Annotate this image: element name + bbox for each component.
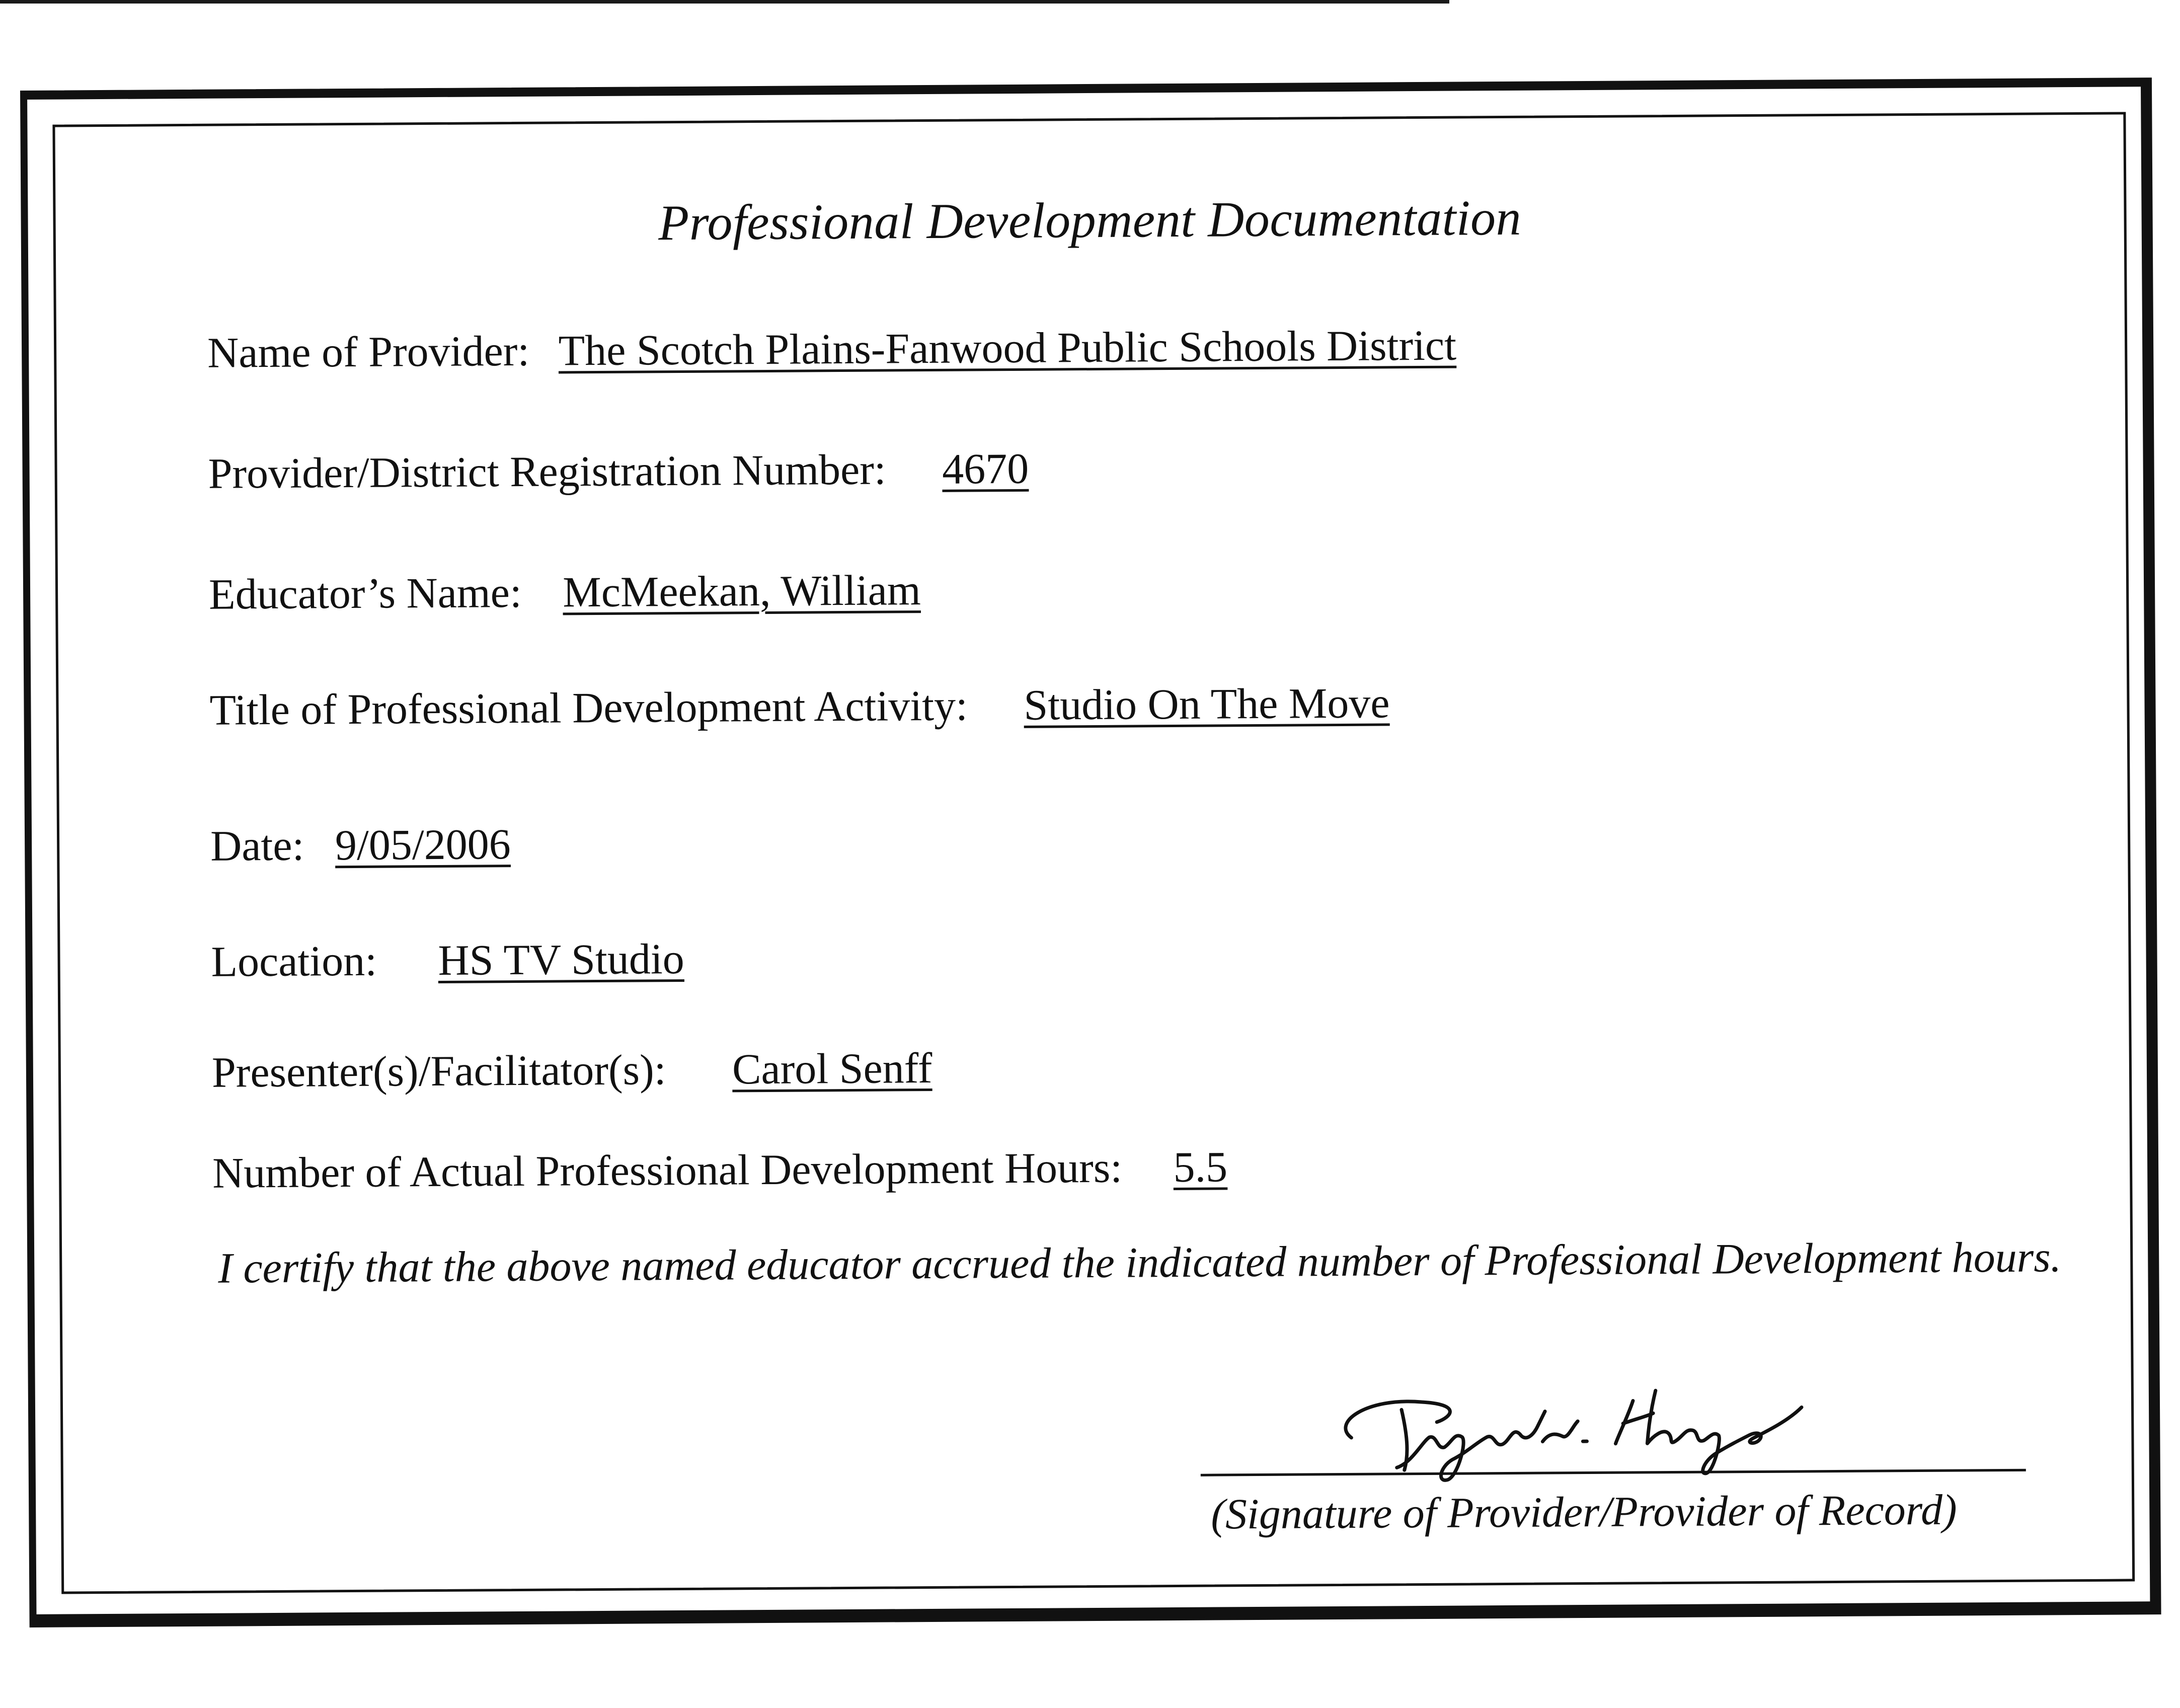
- document-border-outer: [20, 77, 2161, 1627]
- educator-value: McMeekan, William: [563, 566, 921, 616]
- certification-statement: I certify that the above named educator accrued the indicated number of Professional Development hours.: [218, 1232, 2062, 1292]
- provider-value: The Scotch Plains-Fanwood Public Schools District: [558, 321, 1457, 375]
- activity-label: Title of Professional Development Activity:: [209, 681, 968, 734]
- presenter-label: Presenter(s)/Facilitator(s):: [211, 1045, 666, 1097]
- provider-field: [207, 320, 1456, 378]
- educator-label: Educator’s Name:: [208, 568, 522, 618]
- activity-value: Studio On The Move: [1024, 678, 1390, 729]
- date-field: [210, 819, 511, 871]
- location-label: Location:: [211, 936, 377, 986]
- educator-field: [209, 565, 921, 619]
- activity-field: [209, 677, 1390, 735]
- signature-caption: (Signature of Provider/Provider of Record): [1211, 1485, 1957, 1538]
- hours-field: [212, 1141, 1228, 1198]
- date-value: 9/05/2006: [335, 820, 511, 870]
- presenter-field: [212, 1043, 932, 1098]
- provider-label: Name of Provider:: [207, 326, 530, 377]
- location-value: HS TV Studio: [438, 934, 685, 984]
- hours-label: Number of Actual Professional Development Hours:: [212, 1143, 1123, 1197]
- scan-edge-line: [0, 0, 1449, 4]
- registration-label: Provider/District Registration Number:: [208, 445, 887, 498]
- registration-value: 4670: [942, 444, 1029, 493]
- document-border-inner: [52, 112, 2135, 1594]
- presenter-value: Carol Senff: [732, 1043, 932, 1094]
- hours-value: 5.5: [1173, 1142, 1228, 1192]
- registration-field: [208, 443, 1029, 499]
- location-field: [211, 934, 684, 987]
- document-title: Professional Development Documentation: [658, 189, 1522, 251]
- date-label: Date:: [210, 821, 304, 870]
